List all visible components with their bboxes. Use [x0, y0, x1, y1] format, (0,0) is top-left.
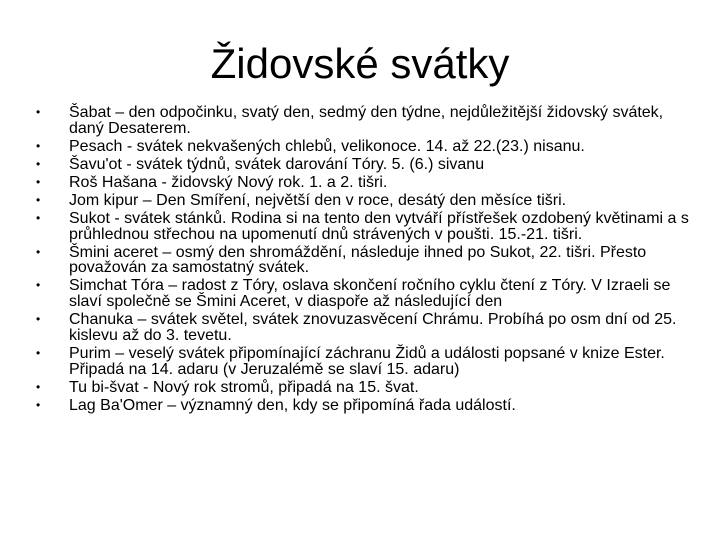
list-item — [36, 139, 696, 155]
list-item-text: Lag Ba'Omer – významný den, kdy se připomíná řada událostí. — [69, 396, 516, 414]
list-item-text: Šabat – den odpočinku, svatý den, sedmý den týdne, nejdůležitější židovský svátek, daný Desaterem. — [69, 104, 664, 137]
bullet-icon: • — [36, 278, 41, 293]
list-item — [36, 175, 696, 191]
list-item-text: Jom kipur – Den Smíření, největší den v roce, desátý den měsíce tišri. — [69, 191, 567, 209]
list-item — [36, 312, 696, 344]
bullet-icon: • — [36, 138, 41, 153]
bullet-icon: • — [36, 379, 41, 394]
holiday-list — [36, 105, 696, 416]
list-item — [36, 245, 696, 277]
list-item-text: Tu bi-švat - Nový rok stromů, připadá na 15. švat. — [69, 378, 419, 396]
bullet-icon: • — [36, 210, 41, 225]
list-item — [36, 398, 696, 414]
list-item-text: Sukot - svátek stánků. Rodina si na tento den vytváří přístřešek ozdobený květinami a s průhlednou střechou na upomenutí dnů strávených v poušti. 15.-21. tišri. — [69, 209, 689, 243]
list-item-text: Šavu'ot - svátek týdnů, svátek darování Tóry. 5. (6.) sivanu — [69, 155, 485, 173]
list-item — [36, 157, 696, 173]
list-item-text: Šmini aceret – osmý den shromáždění, následuje ihned po Sukot, 22. tišri. Přesto považován za samostatný svátek. — [69, 243, 647, 277]
slide-title: Židovské svátky — [210, 40, 510, 87]
list-item — [36, 211, 696, 243]
bullet-icon: • — [36, 397, 41, 412]
list-item — [36, 346, 696, 378]
list-item-text: Simchat Tóra – radost z Tóry, oslava skončení ročního cyklu čtení z Tóry. V Izraeli se slaví společně se Šmini Aceret, v diaspoře až následující den — [69, 277, 671, 311]
bullet-icon: • — [36, 174, 41, 189]
bullet-icon: • — [36, 312, 41, 327]
list-item-text: Roš Hašana - židovský Nový rok. 1. a 2. tišri. — [69, 173, 388, 191]
list-item — [36, 278, 696, 310]
bullet-icon: • — [36, 105, 41, 119]
list-item-text: Pesach - svátek nekvašených chlebů, velikonoce. 14. až 22.(23.) nisanu. — [69, 137, 585, 155]
list-item — [36, 380, 696, 396]
bullet-icon: • — [36, 345, 41, 360]
list-item-text: Purim – veselý svátek připomínající záchranu Židů a události popsané v knize Ester. Připadá na 14. adaru (v Jeruzalémě se slaví 15. adaru) — [69, 344, 665, 378]
bullet-icon: • — [36, 192, 41, 207]
bullet-icon: • — [36, 156, 41, 171]
list-item-text: Chanuka – svátek světel, svátek znovuzasvěcení Chrámu. Probíhá po osm dní od 25. kislevu až do 3. tevetu. — [69, 311, 677, 344]
list-item — [36, 193, 696, 209]
bullet-icon: • — [36, 244, 41, 259]
list-item — [36, 105, 696, 137]
